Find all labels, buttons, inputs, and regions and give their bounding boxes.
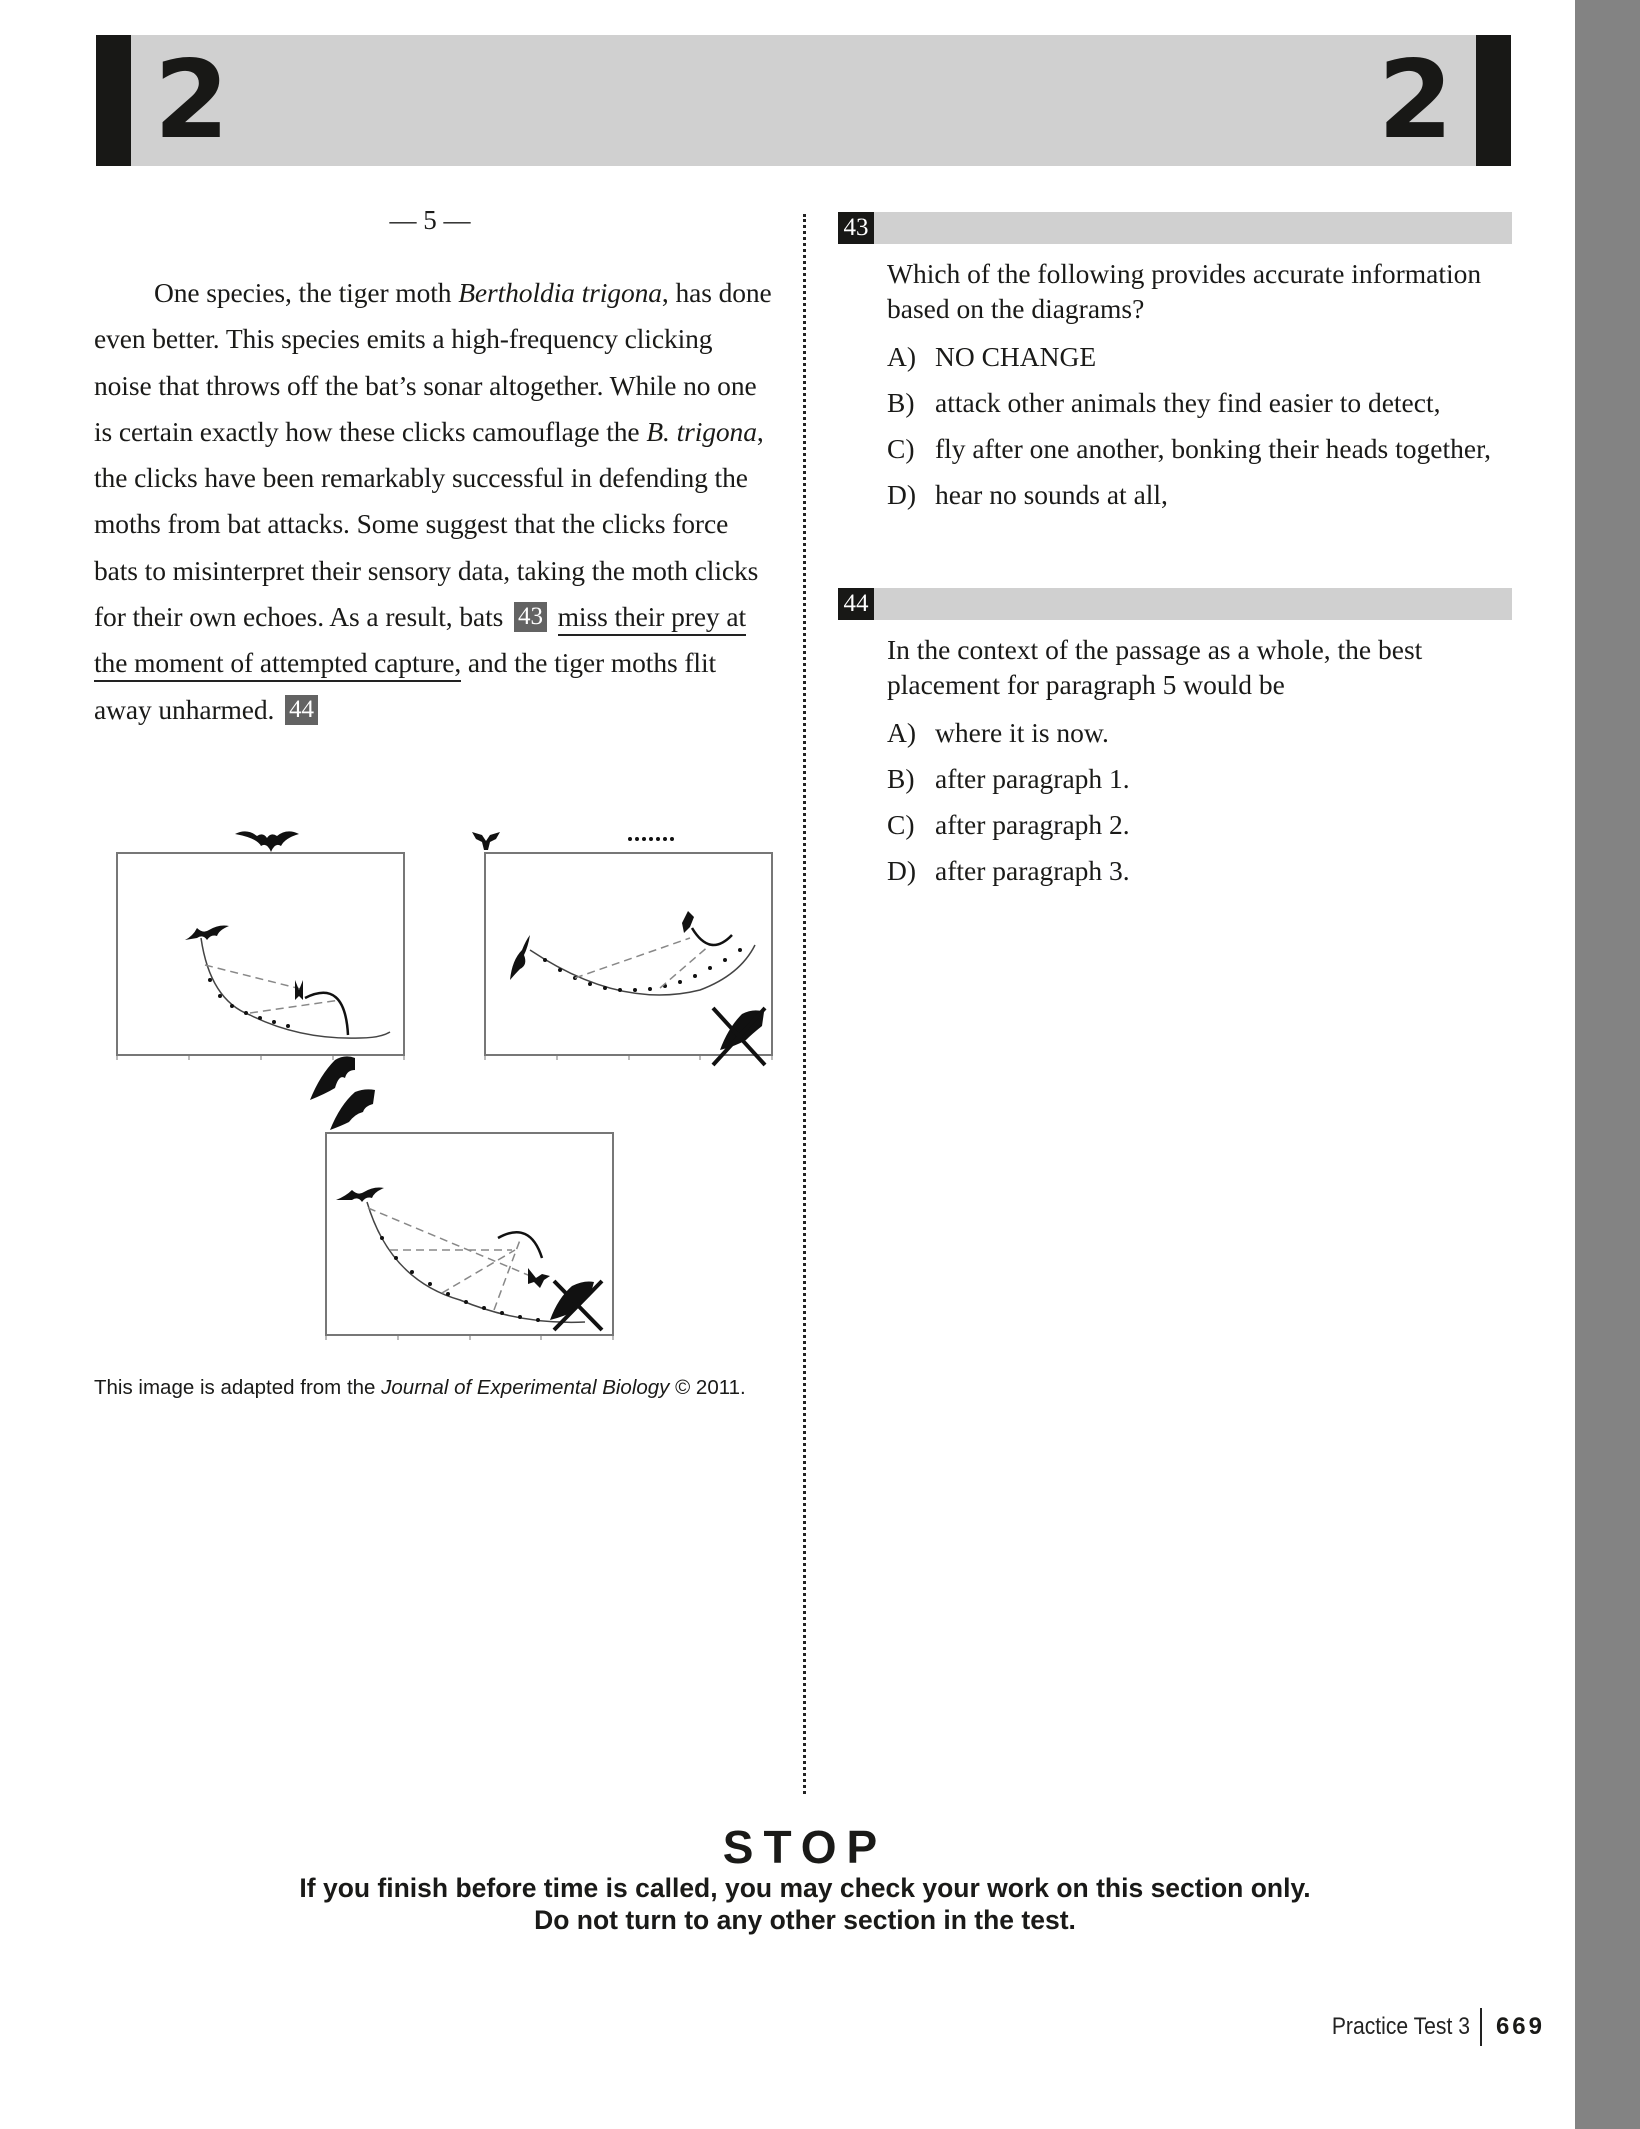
answer-choices bbox=[887, 334, 1512, 518]
choice-letter: B) bbox=[887, 387, 915, 418]
credit-journal: Journal of Experimental Biology bbox=[381, 1376, 670, 1399]
question-bar bbox=[838, 212, 1512, 244]
footer-label: Practice Test 3 bbox=[1331, 2013, 1470, 2040]
question-number: 44 bbox=[838, 588, 874, 620]
stop-instruction-2: Do not turn to any other section in the test. bbox=[534, 1905, 1076, 1935]
passage-text: , the clicks have been remarkably successful in defending the moths from bat attacks. Some suggest that the clicks force bats to misinterpret their sensory data, taking the moth clicks for their own echoes. As a result, bats bbox=[94, 415, 764, 633]
choice-letter: C) bbox=[887, 809, 915, 840]
choice-letter: D) bbox=[887, 479, 917, 510]
page-edge-strip bbox=[1575, 0, 1640, 2129]
passage-text: and the tiger moths flit away unharmed. bbox=[94, 647, 717, 725]
passage-paragraph bbox=[94, 270, 774, 733]
diagram-panel-2 bbox=[485, 853, 772, 1065]
choice-text: after paragraph 1. bbox=[935, 763, 1130, 794]
section-number-left: 2 bbox=[154, 38, 230, 163]
choice-text: attack other animals they find easier to detect, bbox=[935, 387, 1441, 418]
answer-choice-d[interactable] bbox=[887, 848, 1512, 894]
choice-text: after paragraph 2. bbox=[935, 809, 1130, 840]
figure-credit bbox=[94, 1376, 746, 1400]
choice-text: NO CHANGE bbox=[935, 341, 1097, 372]
question-marker-43[interactable]: 43 bbox=[514, 602, 547, 632]
underlined-segment: miss their prey at the moment of attempted capture, bbox=[94, 601, 746, 682]
paragraph-label: — 5 — bbox=[389, 205, 471, 235]
question-43 bbox=[838, 212, 1512, 518]
bat-silhouette-icon bbox=[336, 1188, 384, 1203]
bat-silhouette-icon bbox=[510, 935, 530, 980]
bat-silhouette-icon bbox=[235, 831, 299, 852]
answer-choice-c[interactable] bbox=[887, 802, 1512, 848]
section-number-right: 2 bbox=[1377, 38, 1453, 163]
page-footer bbox=[1313, 2008, 1545, 2046]
species-name: Bertholdia trigona bbox=[458, 277, 662, 308]
stop-instruction-1: If you finish before time is called, you may check your work on this section only. bbox=[299, 1873, 1311, 1903]
passage-text: One species, the tiger moth bbox=[154, 277, 459, 308]
choice-letter: A) bbox=[887, 717, 917, 748]
question-stem: Which of the following provides accurate information based on the diagrams? bbox=[887, 258, 1482, 324]
choice-letter: A) bbox=[887, 341, 917, 372]
question-44 bbox=[838, 588, 1512, 894]
moth-silhouette-icon bbox=[330, 1089, 375, 1130]
diagram-figure bbox=[100, 810, 800, 1350]
stop-heading: STOP bbox=[722, 1821, 888, 1873]
question-bar bbox=[838, 588, 1512, 620]
credit-text: © 2011. bbox=[669, 1376, 746, 1399]
footer-separator bbox=[1480, 2008, 1482, 2046]
credit-text: This image is adapted from the bbox=[94, 1376, 382, 1399]
x-mark-icon bbox=[713, 1008, 765, 1065]
choice-letter: B) bbox=[887, 763, 915, 794]
moth-silhouette-icon bbox=[295, 980, 303, 1000]
column-divider bbox=[803, 214, 806, 1794]
question-number: 43 bbox=[838, 212, 874, 244]
moth-silhouette-icon bbox=[310, 1056, 355, 1100]
bat-moth-diagrams bbox=[100, 810, 800, 1350]
choice-text: hear no sounds at all, bbox=[935, 479, 1168, 510]
diagram-panel-3 bbox=[326, 1089, 613, 1340]
species-short-name: B. trigona bbox=[646, 415, 757, 447]
diagram-panel-1 bbox=[117, 853, 404, 1100]
answer-choice-a[interactable] bbox=[887, 334, 1512, 380]
answer-choice-a[interactable] bbox=[887, 710, 1512, 756]
passage-text: , has done even better. This species emits a high-frequency clicking noise that throws off the bat’s sonar altogether. While no one is certain exactly how these clicks camouflage the bbox=[94, 277, 772, 447]
header-left-bar bbox=[96, 35, 131, 166]
moth-silhouette-icon bbox=[528, 1268, 550, 1288]
header-right-bar bbox=[1476, 35, 1511, 166]
answer-choice-c[interactable] bbox=[887, 426, 1512, 472]
moth-silhouette-icon bbox=[472, 832, 500, 850]
answer-choice-d[interactable] bbox=[887, 472, 1512, 518]
answer-choice-b[interactable] bbox=[887, 380, 1512, 426]
bat-flight-path-dots-icon bbox=[628, 837, 674, 841]
answer-choice-b[interactable] bbox=[887, 756, 1512, 802]
choice-letter: C) bbox=[887, 433, 915, 464]
question-stem: In the context of the passage as a whole, the best placement for paragraph 5 would be bbox=[887, 634, 1423, 700]
section-header bbox=[96, 35, 1511, 166]
page-number: 669 bbox=[1495, 2013, 1545, 2040]
answer-choices bbox=[887, 710, 1512, 894]
choice-text: after paragraph 3. bbox=[935, 855, 1130, 886]
choice-text: where it is now. bbox=[935, 717, 1109, 748]
choice-text: fly after one another, bonking their heads together, bbox=[935, 433, 1492, 464]
bat-silhouette-icon bbox=[185, 926, 229, 941]
question-marker-44[interactable]: 44 bbox=[285, 695, 318, 725]
choice-letter: D) bbox=[887, 855, 917, 886]
